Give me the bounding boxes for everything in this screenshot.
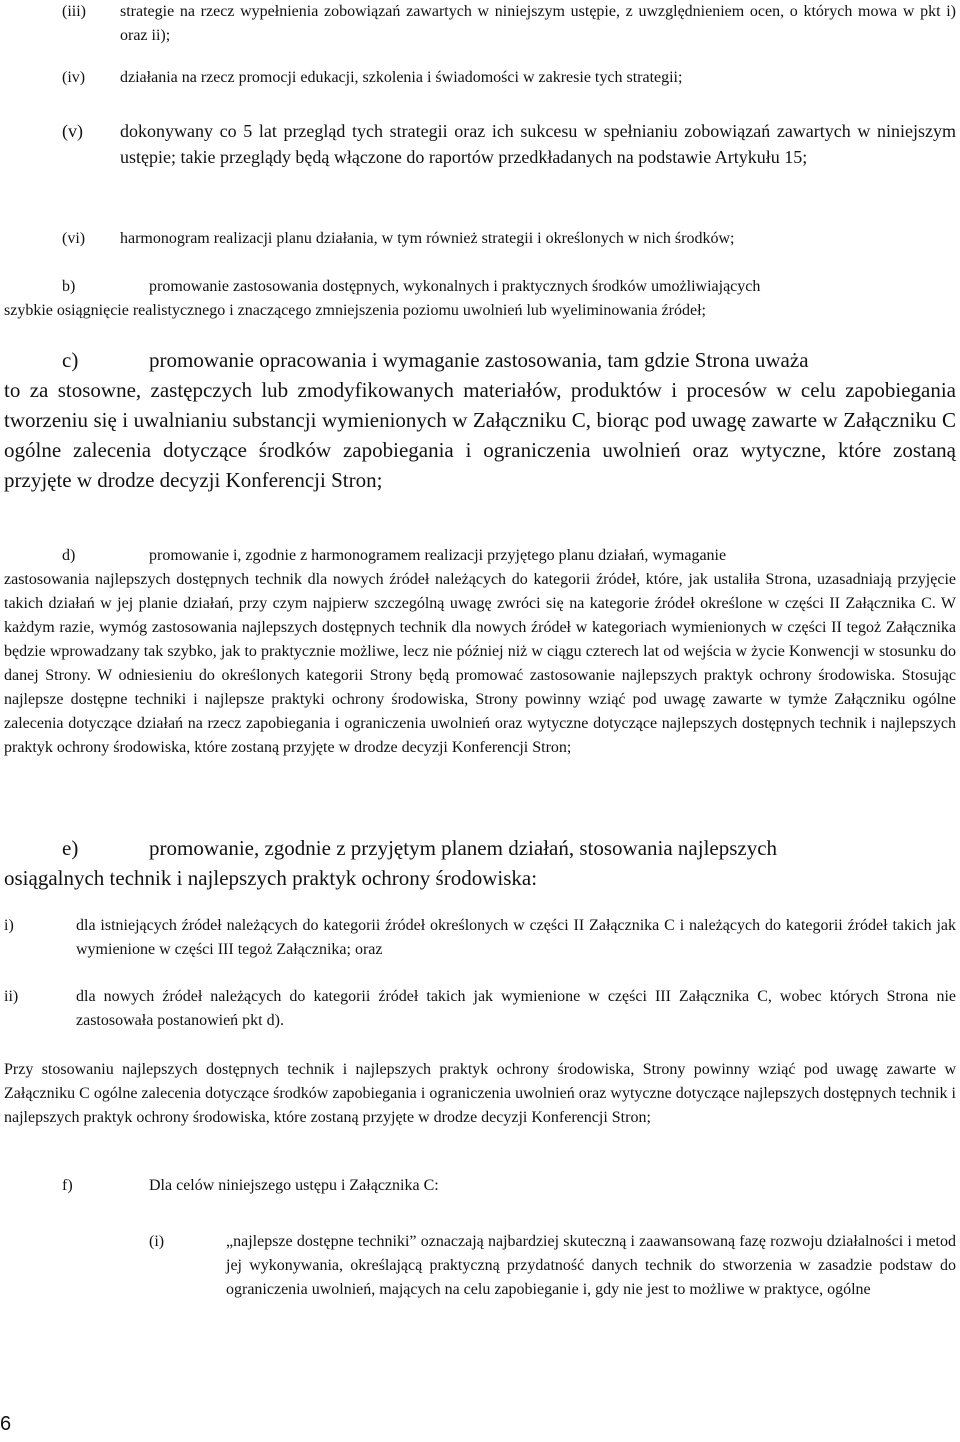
paragraph-label: f) [62,1177,73,1194]
item-label: (vi) [62,230,86,247]
paragraph-first-line: promowanie, zgodnie z przyjętym planem działań, stosowania najlepszych [149,836,778,860]
paragraph-label: b) [62,278,76,295]
paragraph-body: szybkie osiągnięcie realistycznego i znaczącego zmniejszenia poziomu uwolnień lub wyeliminowania źródeł; [4,302,706,319]
paragraph-body: zastosowania najlepszych dostępnych technik dla nowych źródeł należących do kategorii źródeł, które, jak ustaliła Strona, uzasadniają przyjęcie takich działań w jej planie działań, przy czym najpierw szczególną uwagę zwróci się na kategorie źródeł określone w części II Załącznika C. W każdym razie, wymóg zastosowania najlepszych dostępnych technik dla nowych źródeł w kategoriach wymienionych w części II tegoż Załącznika będzie wprowadzany tak szybko, jak to praktycznie możliwe, lecz nie później niż w ciągu czterech lat od wejścia w życie Konwencji w stosunku do danej Strony. W odniesieniu do określonych kategorii Strony będą promować zastosowanie najlepszych praktyk ochrony środowiska. Stosując najlepsze dostępne techniki i najlepsze praktyki ochrony środowiska, Strony powinny wziąć pod uwagę zawarte w tymże Załączniku ogólne zalecenia dotyczące działań na rzecz zapobiegania i ograniczenia uwolnień oraz wytyczne dotyczące najlepszych dostępnych technik i najlepszych praktyk ochrony środowiska, które zostaną przyjęte w drodze decyzji Konferencji Stron; [4,571,956,756]
paragraph-e [4,833,956,893]
list-item-f-i [149,1230,956,1302]
item-text: dla istniejących źródeł należących do kategorii źródeł określonych w części II Załącznika C i należących do kategorii źródeł takich jak wymienione w części III tegoż Załącznika; oraz [76,917,956,958]
paragraph-body: osiągalnych technik i najlepszych praktyk ochrony środowiska: [4,866,538,890]
list-item-iii [62,0,956,48]
item-text: strategie na rzecz wypełnienia zobowiązań zawartych w niniejszym ustępie, z uwzględnieniem ocen, o których mowa w pkt i) oraz ii); [120,3,956,44]
item-label: i) [4,917,14,934]
paragraph-label: c) [62,348,79,372]
paragraph-label: e) [62,836,79,860]
paragraph-c [4,345,956,495]
list-item-e-i [4,914,956,962]
paragraph-przy: Przy stosowaniu najlepszych dostępnych technik i najlepszych praktyk ochrony środowiska, Strony powinny wziąć pod uwagę zawarte w Załączniku C ogólne zalecenia dotyczące środków zapobiegania i ograniczenia uwolnień oraz wytyczne dotyczące najlepszych dostępnych technik i najlepszych praktyk ochrony środowiska, które zostaną przyjęte w drodze decyzji Konferencji Stron; [4,1061,956,1126]
list-item-iv [62,66,956,90]
item-text: działania na rzecz promocji edukacji, szkolenia i świadomości w zakresie tych strategii; [120,69,683,86]
list-item-e-ii [4,985,956,1033]
paragraph-d [4,544,956,760]
item-text: dla nowych źródeł należących do kategorii źródeł takich jak wymienione w części III Załącznika C, wobec których Strona nie zastosowała postanowień pkt d). [76,988,956,1029]
item-label: ii) [4,988,19,1005]
paragraph-body: to za stosowne, zastępczych lub zmodyfikowanych materiałów, produktów i procesów w celu zapobiegania tworzeniu się i uwalnianiu substancji wymienionych w Załączniku C, biorąc pod uwagę zawarte w Załączniku C ogólne zalecenia dotyczące środków zapobiegania i ograniczenia uwolnień oraz wytyczne, które zostaną przyjęte w drodze decyzji Konferencji Stron; [4,378,956,492]
paragraph-label: d) [62,547,76,564]
list-item-v [62,118,956,170]
page-number: 6 [0,1413,12,1435]
item-text: harmonogram realizacji planu działania, w tym również strategii i określonych w nich środków; [120,230,735,247]
paragraph-b [4,275,956,323]
item-label: (iv) [62,69,86,86]
paragraph-first-line: promowanie opracowania i wymaganie zastosowania, tam gdzie Strona uważa [149,348,809,372]
item-label: (i) [149,1233,165,1250]
paragraph-first-line: promowanie i, zgodnie z harmonogramem realizacji przyjętego planu działań, wymaganie [149,547,727,564]
item-label: (iii) [62,3,86,20]
list-item-vi [62,227,956,251]
item-label: (v) [62,121,83,141]
paragraph-first-line: promowanie zastosowania dostępnych, wykonalnych i praktycznych środków umożliwiających [149,278,761,295]
item-text: „najlepsze dostępne techniki” oznaczają najbardziej skuteczną i zaawansowaną fazę rozwoju działalności i metod jej wykonywania, określającą praktyczną przydatność danych technik do stworzenia w zasadzie podstaw do ograniczenia uwolnień, mających na celu zapobieganie i, gdy nie jest to możliwe w praktyce, ogólne [226,1233,956,1298]
paragraph-text: Dla celów niniejszego ustępu i Załącznika C: [149,1177,439,1194]
paragraph-f [62,1174,956,1198]
item-text: dokonywany co 5 lat przegląd tych strategii oraz ich sukcesu w spełnianiu zobowiązań zawartych w niniejszym ustępie; takie przeglądy będą włączone do raportów przedkładanych na podstawie Artykułu 15; [120,121,956,167]
